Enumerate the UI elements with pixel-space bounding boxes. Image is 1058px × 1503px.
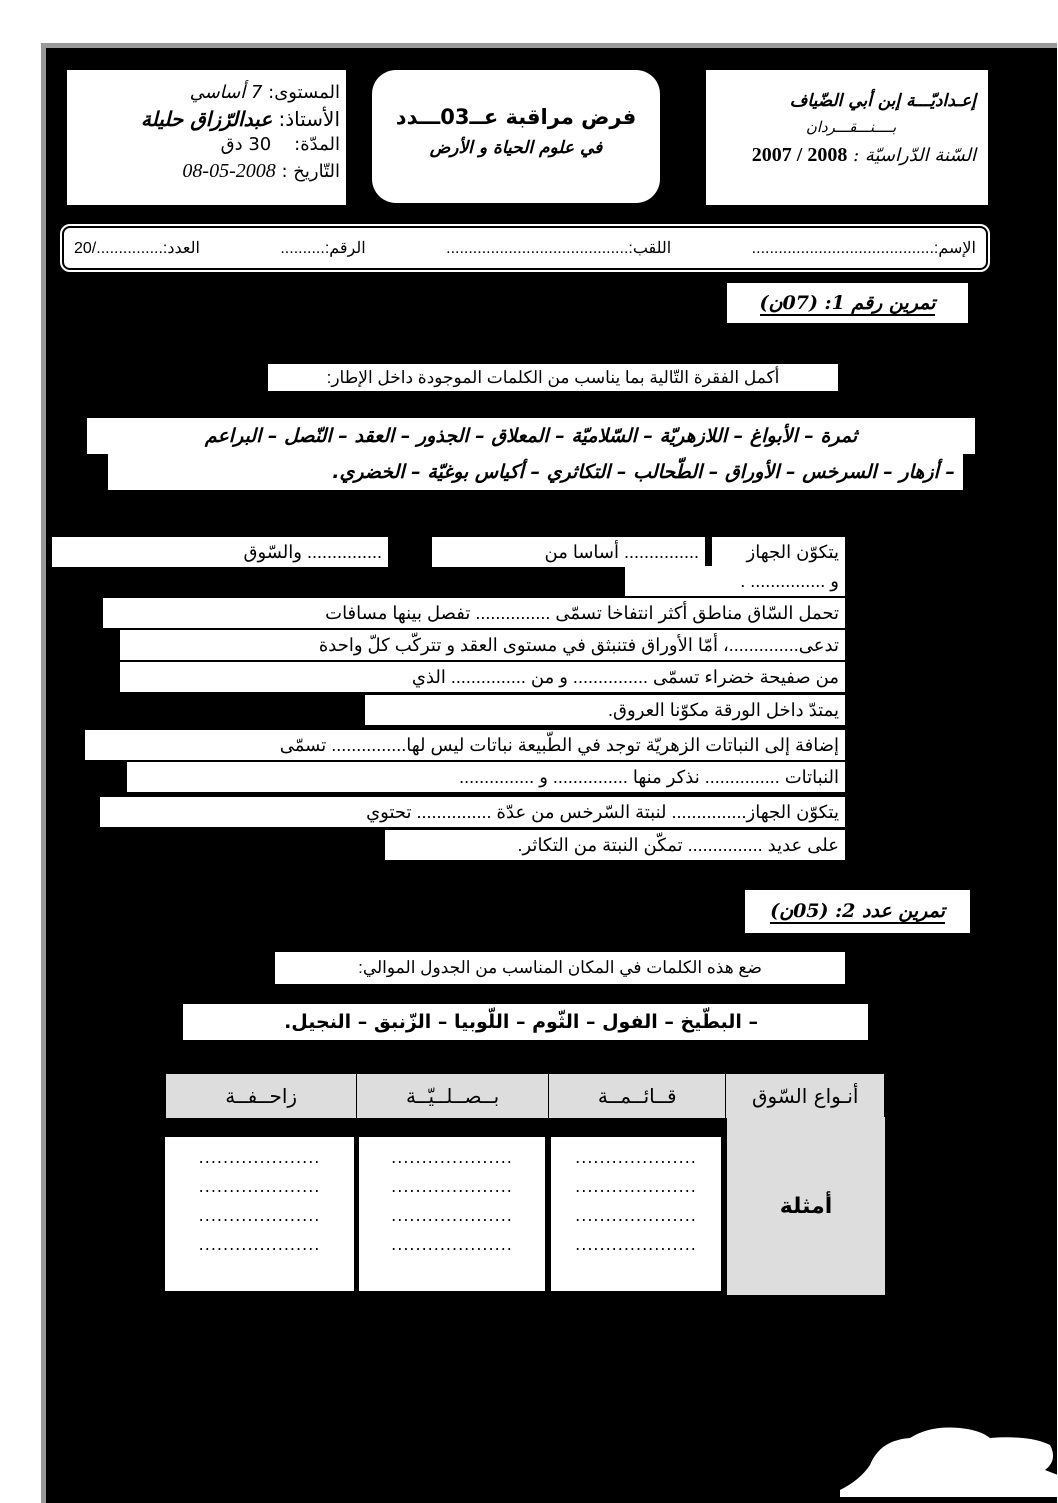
student-grade-field[interactable]: العدد:.............../20 (74, 240, 200, 257)
exercise2-words-text: – البطّيخ – الفول – الثّوم – اللّوبيا – الزّنبق – النجيل. (284, 1011, 758, 1033)
table-header-row (166, 1074, 885, 1119)
exercise2-instruction (275, 952, 845, 984)
examples-label-cell (727, 1117, 885, 1295)
dotted-line[interactable]: .................... (575, 1177, 697, 1196)
exercise1-title-text: تمرين رقم 1: (07ن) (759, 292, 936, 314)
student-info-bar (62, 226, 988, 270)
school-year (706, 142, 976, 169)
paragraph-line-4[interactable]: تدعى..............، أمّا الأوراق فتنبثق في مستوى العقد و تتركّب كلّ واحدة (120, 630, 845, 660)
date-value: 2008-05-08 (182, 160, 276, 182)
column-header-upright: قــائــمــة (548, 1074, 726, 1119)
word-bank-text-2: – أزهار – السرخس – الأوراق – الطّحالب – التكاثري – أكياس بوغيّة – الخضري. (332, 461, 955, 483)
paragraph-line-6: يمتدّ داخل الورقة مكوّنا العروق. (365, 695, 845, 725)
paragraph-line-9[interactable]: يتكوّن الجهاز............... لنبتة السّرخس من عدّة ............... تحتوي (100, 797, 845, 827)
paragraph-line-1c[interactable]: ............... والسّوق (52, 537, 388, 567)
level-label: المستوى: (268, 82, 340, 103)
student-surname-field[interactable]: اللقب:......................................... (446, 240, 672, 257)
paragraph-line-7[interactable]: إضافة إلى النباتات الزهريّة توجد في الطّبيعة نباتات ليس لها............... تسمّى (85, 730, 845, 760)
exercise2-title-text: تمرين عدد 2: (05ن) (770, 900, 945, 922)
column-header-creeping: زاحــفــة (166, 1074, 357, 1119)
dotted-line[interactable]: .................... (575, 1206, 697, 1225)
teacher-value: عبدالرّزاق حليلة (140, 107, 273, 131)
paragraph-line-3[interactable]: تحمل السّاق مناطق أكثر انتفاخا تسمّى ............... تفصل بينها مسافات (103, 598, 845, 628)
exam-info-box (67, 70, 346, 205)
student-name-field[interactable]: الإسم:......................................... (751, 240, 976, 257)
exercise1-title (727, 283, 968, 323)
level-value: 7 أساسي (189, 82, 263, 103)
row-header-cell: أنـواع السّوق (726, 1074, 885, 1119)
teacher-label: الأستاذ: (278, 107, 340, 131)
school-city: بــــنـــقـــردان (805, 118, 897, 136)
school-year-label: السّنة الدّراسيّة : (853, 145, 976, 166)
dotted-line[interactable]: .................... (575, 1148, 697, 1167)
student-number-field[interactable]: الرقم:.......... (280, 240, 366, 257)
dotted-line[interactable]: .................... (198, 1177, 321, 1196)
paragraph-line-8[interactable]: النباتات ............... نذكر منها ............... و ............... (127, 762, 845, 792)
exam-title-box (372, 70, 660, 203)
dotted-line[interactable]: .................... (391, 1177, 513, 1196)
dotted-line[interactable]: .................... (198, 1235, 321, 1254)
dotted-line[interactable]: .................... (391, 1148, 513, 1167)
school-name: إعـداديّـــة إبن أبي الضّياف (789, 91, 976, 111)
paragraph-line-1b[interactable]: ............... أساسا من (432, 537, 705, 567)
dotted-line[interactable]: .................... (575, 1235, 697, 1254)
stem-types-table (165, 1073, 885, 1254)
paragraph-line-5[interactable]: من صفيحة خضراء تسمّى ............... و من ............... الذي (120, 662, 845, 692)
dotted-line[interactable]: .................... (198, 1148, 321, 1167)
answer-cell-bulbous[interactable] (359, 1137, 545, 1291)
exercise2-instruction-text: ضع هذه الكلمات في المكان المناسب من الجدول الموالي: (358, 958, 762, 977)
paragraph-line-2[interactable]: و ............... . (625, 566, 845, 596)
duration-value: 30 دق (220, 134, 272, 155)
answer-cell-creeping[interactable] (165, 1137, 354, 1291)
exam-subject: في علوم الحياة و الأرض (429, 138, 603, 158)
dotted-line[interactable]: .................... (391, 1206, 513, 1225)
date-row (67, 158, 340, 185)
exercise2-title (745, 890, 970, 933)
paragraph-line-10[interactable]: على عديد ............... تمكّن النبتة من التكاثر. (385, 830, 845, 860)
white-smudge (840, 1400, 1058, 1497)
exercise1-instruction (268, 364, 838, 391)
teacher-row (67, 106, 340, 132)
exercise1-instruction-text: أكمل الفقرة التّالية بما يناسب من الكلمات الموجودة داخل الإطار: (326, 368, 780, 387)
examples-label: أمثلة (779, 1193, 833, 1219)
paragraph-line-1a: يتكوّن الجهاز (712, 537, 845, 567)
exercise1-word-bank-line2 (108, 454, 963, 490)
column-header-bulbous: بــصــلــيّــة (357, 1074, 549, 1119)
duration-label: المدّة: (294, 134, 340, 155)
school-info-box (706, 70, 988, 205)
answer-cell-upright[interactable] (551, 1137, 721, 1291)
exercise2-word-bank (183, 1004, 868, 1040)
level-row (67, 80, 340, 106)
exam-title: فرض مراقبة عــ03ـــدد (395, 105, 637, 129)
dotted-line[interactable]: .................... (391, 1235, 513, 1254)
word-bank-text-1: ثمرة – الأبواغ – اللازهريّة – السّلاميّة – المعلاق – الجذور – العقد – النّصل – البراعم (204, 425, 858, 447)
date-label: التّاريخ : (281, 161, 340, 182)
dotted-line[interactable]: .................... (198, 1206, 321, 1225)
duration-row (67, 132, 340, 158)
school-year-value: 2007 / 2008 (751, 144, 848, 166)
exercise1-word-bank-line1 (87, 418, 975, 454)
